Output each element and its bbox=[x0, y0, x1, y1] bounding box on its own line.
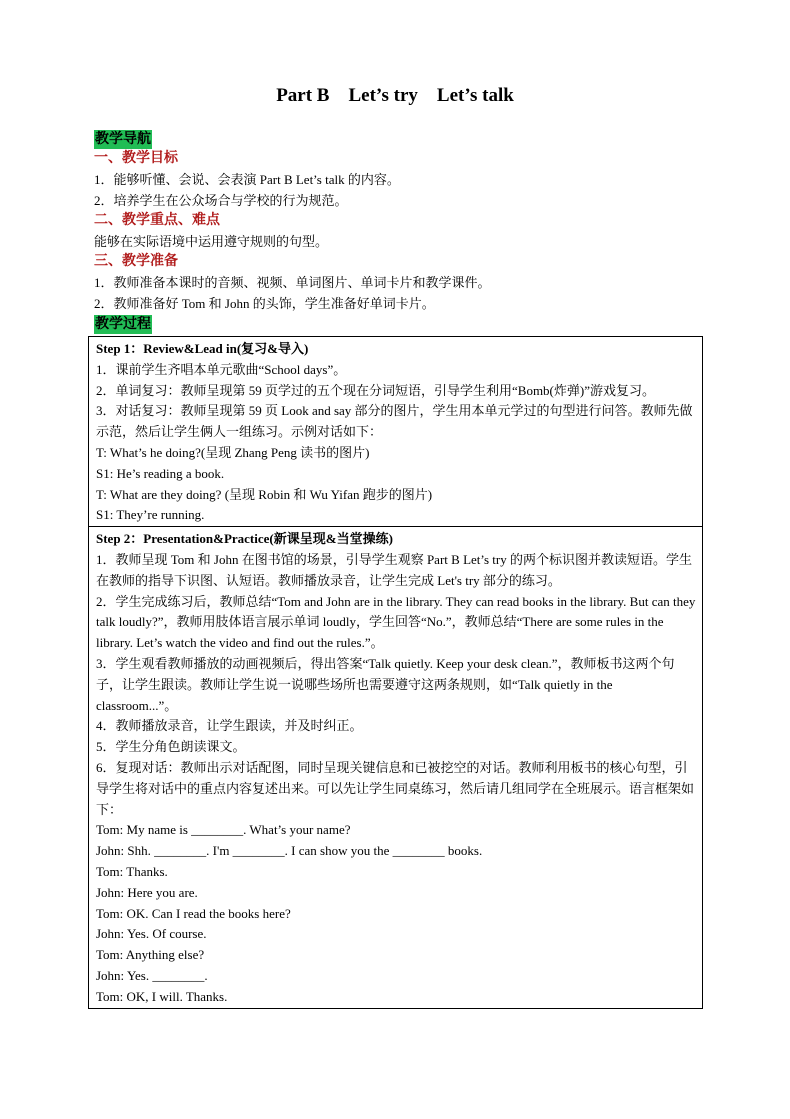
step2-cell bbox=[89, 527, 703, 1008]
step2-paragraph: 3．学生观看教师播放的动画视频后，得出答案“Talk quietly. Keep your desk clean.”，教师板书这两个句子，让学生跟读。教师让学生说一说哪些场所也需要遵守这两条规则，如“Talk quietly in the classroom...”。 bbox=[96, 655, 675, 713]
dialogue-line: Tom: Thanks. bbox=[96, 863, 168, 879]
step1-line: 1．课前学生齐唱本单元歌曲“School days”。 bbox=[96, 361, 347, 377]
prep-heading: 三、教学准备 bbox=[94, 254, 178, 269]
step1-line: S1: They’re running. bbox=[96, 507, 205, 523]
step2-paragraph: 5．学生分角色朗读课文。 bbox=[96, 739, 246, 755]
goals-heading: 一、教学目标 bbox=[94, 151, 178, 166]
page-title: Part B Let’s try Let’s talk bbox=[276, 85, 514, 106]
dialogue-line: John: Yes. Of course. bbox=[96, 926, 207, 942]
goal-item: 1．能够听懂、会说、会表演 Part B Let’s talk 的内容。 bbox=[94, 172, 400, 187]
teaching-process-tag: 教学过程 bbox=[95, 317, 151, 332]
dialogue-line: John: Yes. ________. bbox=[96, 967, 208, 983]
step1-line: 2．单词复习：教师呈现第 59 页学过的五个现在分词短语，引导学生利用“Bomb(炸弹)”游戏复习。 bbox=[96, 382, 655, 398]
prep-item: 1．教师准备本课时的音频、视频、单词图片、单词卡片和教学课件。 bbox=[94, 275, 491, 290]
dialogue-line: John: Here you are. bbox=[96, 884, 198, 900]
step1-line: T: What’s he doing?(呈现 Zhang Peng 读书的图片) bbox=[96, 444, 370, 460]
step2-paragraph: 2．学生完成练习后，教师总结“Tom and John are in the library. They can read books in the library. But can they talk loudly?”，教师用肢体语言展示单词 loudly，学生回答“No.”，教师总结“There are some rules in the library. Let’s watch the video and find out the rules.”。 bbox=[96, 593, 696, 651]
teaching-guide-tag: 教学导航 bbox=[95, 132, 151, 147]
focus-heading: 二、教学重点、难点 bbox=[94, 213, 220, 228]
step1-cell bbox=[89, 337, 703, 527]
teaching-guide-section bbox=[94, 130, 709, 334]
step2-paragraph: 6．复现对话：教师出示对话配图，同时呈现关键信息和已被挖空的对话。教师利用板书的核心句型，引导学生将对话中的重点内容复述出来。可以先让学生同桌练习，然后请几组同学在全班展示。语言框架如下： bbox=[96, 759, 695, 817]
step2-paragraph: 1．教师呈现 Tom 和 John 在图书馆的场景，引导学生观察 Part B Let’s try 的两个标识图并教读短语。学生在教师的指导下识图、认短语。教师播放录音，让学生完成 Let's try 部分的练习。 bbox=[96, 551, 693, 588]
dialogue-line: Tom: OK. Can I read the books here? bbox=[96, 905, 291, 921]
step1-line: T: What are they doing? (呈现 Robin 和 Wu Yifan 跑步的图片) bbox=[96, 486, 433, 502]
dialogue-line: Tom: My name is ________. What’s your name? bbox=[96, 822, 351, 838]
step1-row bbox=[89, 337, 703, 527]
step1-line: 3．对话复习：教师呈现第 59 页 Look and say 部分的图片，学生用本单元学过的句型进行问答。教师先做示范，然后让学生俩人一组练习。示例对话如下： bbox=[96, 403, 693, 440]
goal-item: 2．培养学生在公众场合与学校的行为规范。 bbox=[94, 193, 348, 208]
step2-row bbox=[89, 527, 703, 1008]
step2-heading: Step 2：Presentation&Practice(新课呈现&当堂操练) bbox=[96, 531, 393, 547]
dialogue-line: John: Shh. ________. I'm ________. I can show you the ________ books. bbox=[96, 843, 483, 859]
dialogue-line: Tom: Anything else? bbox=[96, 947, 205, 963]
step1-heading: Step 1：Review&Lead in(复习&导入) bbox=[96, 341, 309, 356]
dialogue-line: Tom: OK, I will. Thanks. bbox=[96, 988, 228, 1004]
prep-item: 2．教师准备好 Tom 和 John 的头饰，学生准备好单词卡片。 bbox=[94, 296, 435, 311]
step1-line: S1: He’s reading a book. bbox=[96, 465, 225, 481]
step2-paragraph: 4．教师播放录音，让学生跟读，并及时纠正。 bbox=[96, 718, 363, 734]
focus-text: 能够在实际语境中运用遵守规则的句型。 bbox=[94, 234, 329, 249]
teaching-process-table bbox=[88, 336, 703, 1009]
